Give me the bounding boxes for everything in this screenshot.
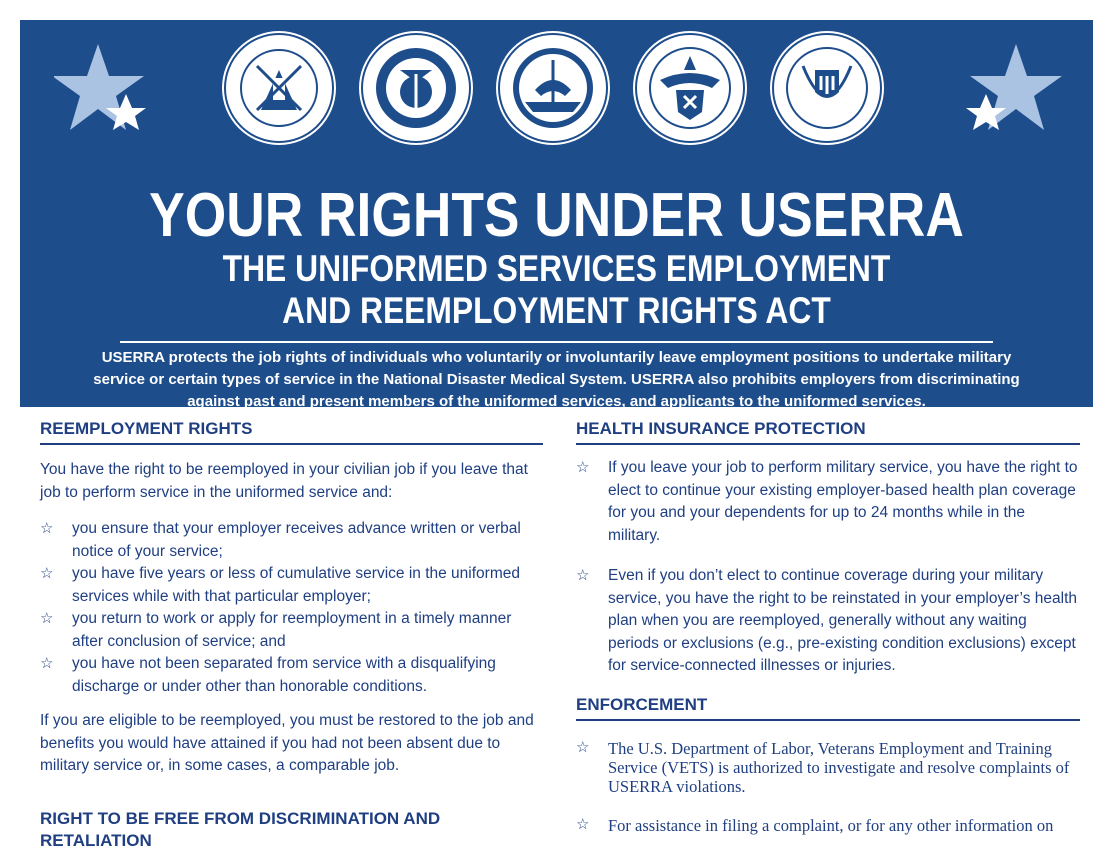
enforcement-heading: ENFORCEMENT (576, 694, 1080, 721)
list-item: ☆ you have five years or less of cumulative service in the uniformed services while with that particular employer; (40, 565, 520, 605)
reemployment-intro: You have the right to be reemployed in your civilian job if you leave that job to perform service in the uniformed service and: (40, 461, 528, 501)
poster-subtitle-line-2: AND REEMPLOYMENT RIGHTS ACT (282, 290, 831, 331)
poster-subtitle-line-1: THE UNIFORMED SERVICES EMPLOYMENT (222, 248, 891, 289)
health-list (576, 457, 1080, 678)
list-item: ☆ you return to work or apply for reemployment in a timely manner after conclusion of service; and (40, 610, 512, 650)
navy-marine-seal-icon (358, 30, 474, 146)
star-decoration-right-icon (964, 44, 1064, 134)
star-bullet-icon: ☆ (576, 567, 590, 584)
army-seal-icon (221, 30, 337, 146)
health-heading: HEALTH INSURANCE PROTECTION (576, 418, 1080, 445)
list-item: ☆ If you leave your job to perform military service, you have the right to elect to continue your existing employer-based health plan coverage for you and your dependents for up to 24 months while in the military. (576, 459, 1078, 544)
poster-title: YOUR RIGHTS UNDER USERRA (149, 181, 964, 250)
star-bullet-icon: ☆ (576, 739, 590, 756)
list-item: ☆ you ensure that your employer receives advance written or verbal notice of your service; (40, 520, 521, 560)
air-force-seal-icon (632, 30, 748, 146)
reemployment-closing: If you are eligible to be reemployed, you must be restored to the job and benefits you would have attained if you had not been absent due to military service or, in some cases, a comparable job. (40, 712, 534, 774)
reemployment-heading: REEMPLOYMENT RIGHTS (40, 418, 543, 445)
list-item: ☆ For assistance in filing a complaint, or for any other information on (576, 815, 1054, 835)
star-bullet-icon: ☆ (40, 565, 54, 582)
star-bullet-icon: ☆ (40, 655, 54, 672)
list-item: ☆ Even if you don’t elect to continue coverage during your military service, you have the right to be reinstated in your employer’s health plan when you are reemployed, generally without any waiting periods or exclusions (e.g., pre-existing condition exclusions) except for service-connected illnesses or injuries. (576, 567, 1077, 674)
coast-guard-seal-icon (769, 30, 885, 146)
intro-paragraph: USERRA protects the job rights of individuals who voluntarily or involuntarily leave employment positions to undertake military service or certain types of service in the National Disaster Medical System. USERRA also prohibits employers from discriminating against past and present members of the uniformed services, and applicants to the uniformed services. (93, 349, 1020, 410)
star-bullet-icon: ☆ (40, 610, 54, 627)
star-decoration-left-icon (54, 44, 154, 134)
list-item: ☆ The U.S. Department of Labor, Veterans Employment and Training Service (VETS) is authorized to investigate and resolve complaints of USERRA violations. (576, 738, 1070, 796)
reemployment-list (40, 518, 543, 698)
poster-header (20, 20, 1093, 410)
left-column (40, 418, 543, 855)
star-bullet-icon: ☆ (40, 520, 54, 537)
discrimination-heading: RIGHT TO BE FREE FROM DISCRIMINATION AND RETALIATION (40, 808, 441, 850)
right-column (576, 418, 1080, 835)
list-item: ☆ you have not been separated from service with a disqualifying discharge or under other than honorable conditions. (40, 655, 496, 695)
star-bullet-icon: ☆ (576, 816, 590, 833)
star-bullet-icon: ☆ (576, 459, 590, 476)
header-divider (120, 341, 993, 343)
enforcement-list (576, 739, 1080, 835)
navy-seal-icon (495, 30, 611, 146)
